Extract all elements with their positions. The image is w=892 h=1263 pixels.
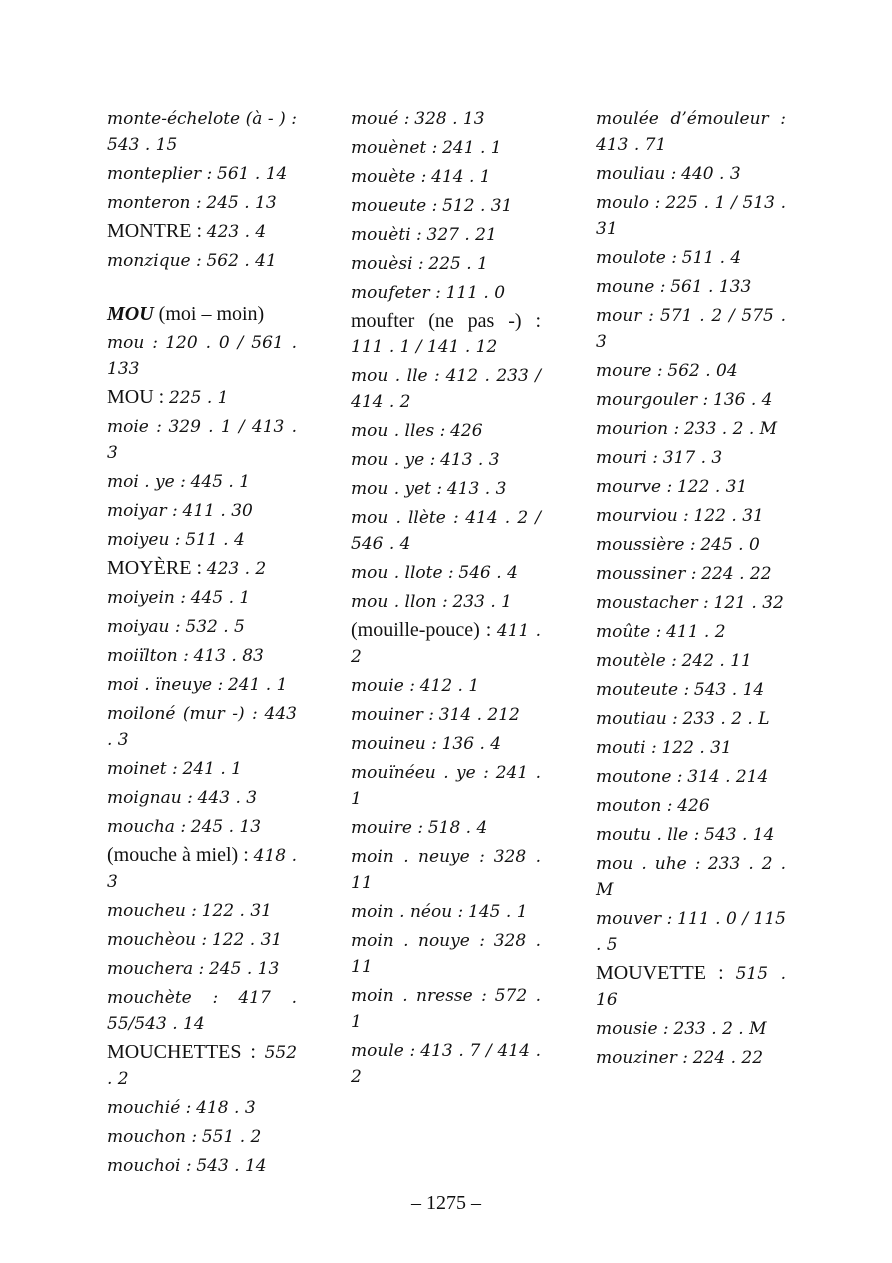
- entry-word: mourviou :: [596, 506, 689, 526]
- index-entry: [596, 590, 786, 616]
- index-entry: [107, 385, 297, 411]
- index-entry: [107, 469, 297, 495]
- entry-word: mouziner :: [596, 1048, 688, 1068]
- entry-reference: 111 . 1 / 141 . 12: [351, 337, 498, 357]
- entry-word: moignau :: [107, 788, 193, 808]
- index-entry: [596, 677, 786, 703]
- index-entry: [596, 503, 786, 529]
- entry-reference: 245 . 13: [208, 959, 280, 979]
- index-entry: [596, 822, 786, 848]
- entry-reference: 122 . 31: [211, 930, 283, 950]
- index-entry: [351, 251, 541, 277]
- entry-word: (mouille-pouce) :: [351, 619, 492, 641]
- entry-word: moufeter :: [351, 283, 441, 303]
- index-entry: [351, 673, 541, 699]
- entry-word: mouchera :: [107, 959, 205, 979]
- index-entry: [596, 474, 786, 500]
- entry-reference: 562 . 04: [667, 361, 738, 381]
- entry-word: moucheu :: [107, 901, 197, 921]
- entry-reference: 572 . 1: [351, 986, 542, 1032]
- index-entry: [596, 961, 786, 1013]
- entry-reference: 145 . 1: [468, 902, 528, 922]
- index-entry: [107, 248, 297, 274]
- index-entry: [596, 619, 786, 645]
- entry-reference: 314 . 212: [438, 705, 520, 725]
- entry-reference: 233 . 2 . M: [673, 1019, 767, 1039]
- entry-reference: 518 . 4: [427, 818, 488, 838]
- index-column-3: [596, 106, 786, 1074]
- entry-word: moulo :: [596, 193, 661, 213]
- entry-reference: 443 . 3: [107, 704, 297, 750]
- index-entry: [351, 106, 541, 132]
- entry-reference: 329 . 1 / 413 . 3: [107, 417, 298, 463]
- heading-subtitle: (moi – moin): [153, 303, 265, 325]
- entry-reference: 412 . 1: [419, 676, 480, 696]
- index-entry: [351, 1038, 541, 1090]
- entry-word: moiyein :: [107, 588, 186, 608]
- entry-reference: 224 . 22: [692, 1048, 764, 1068]
- entry-word: mouie :: [351, 676, 415, 696]
- entry-word: moué :: [351, 109, 410, 129]
- entry-reference: 546 . 4: [458, 563, 518, 583]
- entry-reference: 225 . 1: [168, 388, 229, 408]
- entry-reference: 245 . 13: [206, 193, 277, 213]
- entry-word: mouchoi :: [107, 1156, 192, 1176]
- entry-reference: 543 . 14: [196, 1156, 267, 1176]
- index-entry: [107, 614, 297, 640]
- entry-word: monte-échelote (à - ) :: [107, 109, 297, 129]
- index-entry: [351, 844, 541, 896]
- index-entry: [596, 1045, 786, 1071]
- entry-reference: 225 . 1: [428, 254, 488, 274]
- index-entry: [596, 561, 786, 587]
- entry-word: monteplier :: [107, 164, 213, 184]
- index-entry: [596, 764, 786, 790]
- index-entry: [351, 731, 541, 757]
- index-entry: [596, 648, 786, 674]
- index-entry: [107, 1095, 297, 1121]
- entry-reference: 426: [677, 796, 710, 816]
- entry-word: mou . lles :: [351, 421, 446, 441]
- entry-word: moussière :: [596, 535, 696, 555]
- index-entry: [351, 363, 541, 415]
- entry-reference: 417 . 55/543 . 14: [107, 988, 297, 1034]
- entry-reference: 413 . 7 / 414 . 2: [351, 1041, 542, 1087]
- entry-word: moulée d’émouleur :: [596, 109, 786, 129]
- index-entry: [107, 527, 297, 553]
- entry-word: moûte :: [596, 622, 662, 642]
- entry-word: moutèle :: [596, 651, 677, 671]
- entry-word: moi . ïneuye :: [107, 675, 224, 695]
- entry-word: mouchèou :: [107, 930, 208, 950]
- entry-reference: 233 . 2 . M: [683, 419, 778, 439]
- index-entry: [107, 814, 297, 840]
- entry-reference: 418 . 3: [196, 1098, 256, 1118]
- page-number: – 1275 –: [411, 1192, 481, 1214]
- index-entry: [596, 735, 786, 761]
- entry-word: moune :: [596, 277, 666, 297]
- entry-reference: 552 . 2: [107, 1043, 298, 1089]
- index-entry: [351, 476, 541, 502]
- index-entry: [596, 793, 786, 819]
- entry-reference: 543 . 14: [693, 680, 765, 700]
- index-entry: [596, 1016, 786, 1042]
- entry-word: mourve :: [596, 477, 673, 497]
- entry-reference: 511 . 4: [185, 530, 245, 550]
- entry-word: monzique :: [107, 251, 202, 271]
- index-entry: [107, 756, 297, 782]
- entry-word: moule :: [351, 1041, 416, 1061]
- entry-reference: 511 . 4: [681, 248, 742, 268]
- entry-word: MONTRE :: [107, 220, 202, 242]
- entry-word: moure :: [596, 361, 663, 381]
- entry-reference: 561 . 133: [670, 277, 752, 297]
- entry-word: mou . llon :: [351, 592, 448, 612]
- index-entry: [351, 928, 541, 980]
- index-entry: [107, 161, 297, 187]
- entry-reference: 317 . 3: [662, 448, 723, 468]
- entry-word: mou . yet :: [351, 479, 443, 499]
- entry-word: moi . ye :: [107, 472, 186, 492]
- index-entry: [351, 815, 541, 841]
- entry-word: mouti :: [596, 738, 657, 758]
- entry-word: moin . néou :: [351, 902, 464, 922]
- entry-word: moiyau :: [107, 617, 181, 637]
- entry-word: moiyeu :: [107, 530, 181, 550]
- index-entry: [107, 956, 297, 982]
- entry-reference: 562 . 41: [206, 251, 277, 271]
- index-entry: [351, 618, 541, 670]
- entry-reference: 418 . 3: [107, 846, 297, 892]
- index-entry: [107, 1124, 297, 1150]
- index-entry: [107, 785, 297, 811]
- entry-reference: 440 . 3: [681, 164, 741, 184]
- entry-reference: 242 . 11: [681, 651, 752, 671]
- entry-word: mouchète :: [107, 988, 219, 1008]
- entry-word: moiïlton :: [107, 646, 189, 666]
- index-entry: [596, 245, 786, 271]
- index-entry: [351, 447, 541, 473]
- entry-word: MOU :: [107, 386, 165, 408]
- entry-reference: 233 . 2 . L: [682, 709, 770, 729]
- entry-reference: 225 . 1 / 513 . 31: [596, 193, 787, 239]
- entry-word: moin . nouye :: [351, 931, 485, 951]
- index-entry: [596, 303, 786, 355]
- index-entry: [596, 851, 786, 903]
- entry-reference: 512 . 31: [442, 196, 513, 216]
- index-entry: [596, 190, 786, 242]
- entry-word: mouchié :: [107, 1098, 192, 1118]
- index-entry: [351, 222, 541, 248]
- entry-reference: 233 . 2 . M: [596, 854, 786, 900]
- index-entry: [351, 418, 541, 444]
- entry-reference: 413 . 83: [193, 646, 264, 666]
- entry-word: mouire :: [351, 818, 424, 838]
- entry-word: mou . uhe :: [596, 854, 701, 874]
- entry-word: mousie :: [596, 1019, 669, 1039]
- index-entry: [107, 106, 297, 158]
- index-entry: [351, 505, 541, 557]
- entry-reference: 328 . 11: [351, 931, 541, 977]
- entry-word: mou . llète :: [351, 508, 459, 528]
- entry-word: MOUVETTE :: [596, 962, 724, 984]
- entry-reference: 241 . 1: [227, 675, 288, 695]
- entry-word: moutu . lle :: [596, 825, 700, 845]
- index-entry: [107, 643, 297, 669]
- index-entry: [107, 414, 297, 466]
- entry-word: moiloné (mur -) :: [107, 704, 258, 724]
- index-entry: [107, 498, 297, 524]
- entry-reference: 414 . 1: [431, 167, 491, 187]
- index-entry: [107, 701, 297, 753]
- entry-word: mourgouler :: [596, 390, 709, 410]
- entry-reference: 532 . 5: [185, 617, 245, 637]
- index-entry: [351, 135, 541, 161]
- index-entry: [351, 760, 541, 812]
- entry-word: moutone :: [596, 767, 683, 787]
- index-entry: [351, 560, 541, 586]
- entry-word: moustacher :: [596, 593, 709, 613]
- index-column-1: [107, 106, 297, 1182]
- entry-reference: 121 . 32: [713, 593, 784, 613]
- index-entry: [351, 589, 541, 615]
- entry-word: mouver :: [596, 909, 673, 929]
- entry-word: moin . nresse :: [351, 986, 487, 1006]
- index-entry: [107, 190, 297, 216]
- index-entry: [107, 330, 297, 382]
- entry-reference: 327 . 21: [426, 225, 497, 245]
- index-entry: [596, 106, 786, 158]
- index-entry: [596, 387, 786, 413]
- entry-reference: 443 . 3: [197, 788, 258, 808]
- entry-reference: 551 . 2: [201, 1127, 262, 1147]
- index-entry: [351, 702, 541, 728]
- entry-word: monteron :: [107, 193, 202, 213]
- entry-reference: 423 . 2: [206, 559, 267, 579]
- entry-reference: 543 . 14: [704, 825, 775, 845]
- entry-reference: 413 . 71: [596, 135, 667, 155]
- entry-reference: 413 . 3: [446, 479, 507, 499]
- index-column-2: [351, 106, 541, 1093]
- entry-word: mouèsi :: [351, 254, 424, 274]
- heading-word: MOU: [107, 303, 154, 325]
- entry-reference: 122 . 31: [676, 477, 748, 497]
- entry-reference: 245 . 13: [190, 817, 262, 837]
- entry-word: moucha :: [107, 817, 187, 837]
- entry-reference: 245 . 0: [700, 535, 760, 555]
- entry-word: mouri :: [596, 448, 658, 468]
- entry-reference: 241 . 1: [442, 138, 502, 158]
- index-entry: [351, 899, 541, 925]
- entry-reference: 233 . 1: [452, 592, 512, 612]
- entry-reference: 122 . 31: [693, 506, 764, 526]
- entry-reference: 426: [450, 421, 483, 441]
- index-entry: [596, 906, 786, 958]
- index-entry: [107, 843, 297, 895]
- index-entry: [107, 672, 297, 698]
- index-entry: [596, 358, 786, 384]
- index-entry: [107, 985, 297, 1037]
- entry-word: moinet :: [107, 759, 178, 779]
- index-entry: [107, 927, 297, 953]
- index-entry: [107, 1153, 297, 1179]
- index-entry: [351, 280, 541, 306]
- entry-word: moin . neuye :: [351, 847, 485, 867]
- entry-reference: 314 . 214: [687, 767, 769, 787]
- entry-reference: 328 . 13: [414, 109, 485, 129]
- index-entry: [107, 898, 297, 924]
- entry-word: moiyar :: [107, 501, 178, 521]
- entry-word: moussiner :: [596, 564, 697, 584]
- index-entry: [596, 161, 786, 187]
- entry-reference: 515 . 16: [596, 964, 786, 1010]
- index-entry: [351, 164, 541, 190]
- entry-reference: 543 . 15: [107, 135, 178, 155]
- entry-word: (mouche à miel) :: [107, 844, 249, 866]
- entry-reference: 136 . 4: [713, 390, 773, 410]
- entry-reference: 413 . 3: [440, 450, 500, 470]
- entry-word: mouiner :: [351, 705, 435, 725]
- entry-word: MOYÈRE :: [107, 557, 202, 579]
- entry-reference: 423 . 4: [206, 222, 267, 242]
- index-entry: [107, 219, 297, 245]
- entry-word: mouineu :: [351, 734, 437, 754]
- entry-word: mour :: [596, 306, 654, 326]
- entry-word: moie :: [107, 417, 162, 437]
- entry-reference: 561 . 14: [217, 164, 288, 184]
- index-entry: [596, 532, 786, 558]
- entry-word: mouliau :: [596, 164, 677, 184]
- entry-reference: 122 . 31: [201, 901, 272, 921]
- section-heading: [107, 302, 297, 327]
- entry-word: mourion :: [596, 419, 680, 439]
- index-entry: [107, 1040, 297, 1092]
- entry-reference: 241 . 1: [351, 763, 541, 809]
- entry-word: mou . ye :: [351, 450, 436, 470]
- entry-reference: 445 . 1: [190, 472, 251, 492]
- index-entry: [351, 309, 541, 360]
- entry-reference: 412 . 233 / 414 . 2: [351, 366, 541, 412]
- index-entry: [596, 445, 786, 471]
- index-entry: [351, 193, 541, 219]
- entry-reference: 571 . 2 / 575 . 3: [596, 306, 787, 352]
- entry-word: mouteute :: [596, 680, 690, 700]
- entry-reference: 414 . 2 / 546 . 4: [351, 508, 542, 554]
- entry-word: MOUCHETTES :: [107, 1041, 256, 1063]
- entry-word: moutiau :: [596, 709, 678, 729]
- entry-word: mouènet :: [351, 138, 438, 158]
- entry-word: mouïnéeu . ye :: [351, 763, 489, 783]
- entry-reference: 136 . 4: [441, 734, 502, 754]
- entry-word: mouèti :: [351, 225, 422, 245]
- entry-word: moueute :: [351, 196, 438, 216]
- entry-word: moulote :: [596, 248, 677, 268]
- entry-reference: 411 . 2: [666, 622, 726, 642]
- index-entry: [596, 706, 786, 732]
- index-entry: [596, 274, 786, 300]
- entry-reference: 411 . 30: [182, 501, 253, 521]
- entry-reference: 224 . 22: [701, 564, 772, 584]
- entry-word: mou :: [107, 333, 158, 353]
- entry-word: moufter (ne pas -) :: [351, 310, 541, 332]
- index-entry: [107, 585, 297, 611]
- entry-word: mouchon :: [107, 1127, 198, 1147]
- entry-word: mouton :: [596, 796, 673, 816]
- entry-word: mou . llote :: [351, 563, 454, 583]
- index-entry: [596, 416, 786, 442]
- entry-reference: 411 . 2: [351, 621, 541, 667]
- entry-word: mouète :: [351, 167, 427, 187]
- section-gap: [107, 277, 297, 302]
- entry-reference: 445 . 1: [190, 588, 251, 608]
- entry-word: mou . lle :: [351, 366, 440, 386]
- entry-reference: 122 . 31: [661, 738, 732, 758]
- index-entry: [351, 983, 541, 1035]
- entry-reference: 120 . 0 / 561 . 133: [107, 333, 298, 379]
- entry-reference: 328 . 11: [351, 847, 541, 893]
- entry-reference: 111 . 0 / 115 . 5: [596, 909, 786, 955]
- index-entry: [107, 556, 297, 582]
- entry-reference: 111 . 0: [445, 283, 506, 303]
- entry-reference: 241 . 1: [182, 759, 242, 779]
